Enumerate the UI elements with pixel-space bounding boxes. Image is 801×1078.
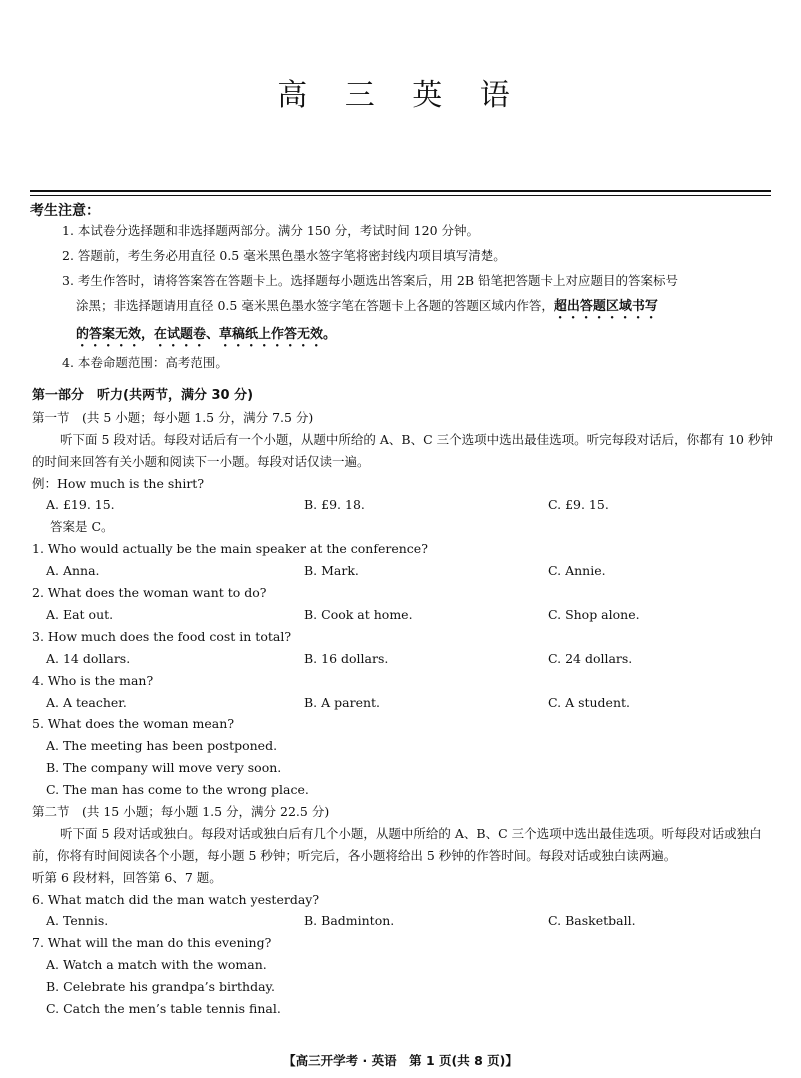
question-1-option-b: B. Mark. xyxy=(304,563,359,579)
notice-item-2: 2. 答题前，考生务必用直径 0.5 毫米黑色墨水签字笔将密封线内项目填写清楚。 xyxy=(62,248,506,263)
example-option-c: C. £9. 15. xyxy=(548,497,609,513)
question-3: 3. How much does the food cost in total? xyxy=(32,628,292,644)
notice-item-3-text: 涂黑；非选择题请用直径 0.5 毫米黑色墨水签字笔在答题卡上各题的答题区域内作答， xyxy=(76,298,554,313)
question-5-option-c: C. The man has come to the wrong place. xyxy=(46,782,309,798)
example-option-a: A. £19. 15. xyxy=(46,497,115,513)
question-5-option-a: A. The meeting has been postponed. xyxy=(46,738,278,754)
question-1: 1. Who would actually be the main speaker at the conference? xyxy=(32,541,428,557)
question-4-option-c: C. A student. xyxy=(548,694,631,710)
example-answer: 答案是 C。 xyxy=(50,519,114,535)
section2-material-note: 听第 6 段材料，回答第 6、7 题。 xyxy=(32,869,222,885)
notice-item-3-emphasis: 超出答题区域书写 xyxy=(553,299,658,314)
example-question: 例：How much is the shirt? xyxy=(32,475,205,491)
question-3-option-c: C. 24 dollars. xyxy=(548,650,633,666)
part1-heading: 第一部分 听力(共两节，满分 30 分) xyxy=(32,388,254,403)
question-2-option-a: A. Eat out. xyxy=(46,606,114,622)
example-options xyxy=(32,494,777,516)
question-3-option-b: B. 16 dollars. xyxy=(304,650,389,666)
listening-part xyxy=(32,385,777,1020)
section2-instructions: 听下面 5 段对话或独白。每段对话或独白后有几个小题，从题中所给的 A、B、C 三个选项中选出最佳选项。听每段对话或独白前，你将有时间阅读各个小题，每小题 5 秒钟；听完后，各小题将给出 5 秒钟的作答时间。每段对话或独白读两遍。 xyxy=(32,825,762,863)
question-4-option-a: A. A teacher. xyxy=(46,694,127,710)
question-2: 2. What does the woman want to do? xyxy=(32,585,267,601)
notice-item-3-line-2 xyxy=(76,293,772,322)
page-footer: 【高三开学考 · 英语 第 1 页(共 8 页)】 xyxy=(283,1053,518,1068)
notice-item-4: 4. 本卷命题范围：高考范围。 xyxy=(62,355,228,370)
notice-item-1: 1. 本试卷分选择题和非选择题两部分。满分 150 分，考试时间 120 分钟。 xyxy=(62,223,480,238)
question-4-options xyxy=(32,692,777,714)
notice-list xyxy=(62,218,772,375)
section2-heading: 第二节 (共 15 小题；每小题 1.5 分，满分 22.5 分) xyxy=(32,803,330,819)
notice-item-3: 3. 考生作答时，请将答案答在答题卡上。选择题每小题选出答案后，用 2B 铅笔把答题卡上对应题目的答案标号 xyxy=(62,273,678,288)
question-2-options xyxy=(32,604,777,626)
question-1-option-c: C. Annie. xyxy=(548,563,606,579)
question-5: 5. What does the woman mean? xyxy=(32,716,235,732)
question-3-option-a: A. 14 dollars. xyxy=(46,650,131,666)
question-7-option-b: B. Celebrate his grandpa’s birthday. xyxy=(46,979,275,995)
example-option-b: B. £9. 18. xyxy=(304,497,365,513)
section1-heading: 第一节 (共 5 小题；每小题 1.5 分，满分 7.5 分) xyxy=(32,409,314,425)
question-6-option-c: C. Basketball. xyxy=(548,913,636,929)
header-rule-thin xyxy=(30,195,771,196)
question-5-option-b: B. The company will move very soon. xyxy=(46,760,282,776)
question-6-option-b: B. Badminton. xyxy=(304,913,395,929)
header-rule-thick xyxy=(30,190,771,192)
question-2-option-c: C. Shop alone. xyxy=(548,606,640,622)
question-7: 7. What will the man do this evening? xyxy=(32,935,272,951)
question-4-option-b: B. A parent. xyxy=(304,694,381,710)
question-6: 6. What match did the man watch yesterday? xyxy=(32,891,320,907)
question-1-option-a: A. Anna. xyxy=(46,563,100,579)
question-6-option-a: A. Tennis. xyxy=(46,913,109,929)
notice-heading: 考生注意： xyxy=(30,203,100,219)
question-6-options xyxy=(32,910,777,932)
question-7-option-a: A. Watch a match with the woman. xyxy=(46,957,267,973)
question-4: 4. Who is the man? xyxy=(32,672,154,688)
page-title: 高 三 英 语 xyxy=(277,78,524,113)
question-7-option-c: C. Catch the men’s table tennis final. xyxy=(46,1001,281,1016)
question-3-options xyxy=(32,648,777,670)
question-2-option-b: B. Cook at home. xyxy=(304,606,413,622)
notice-item-3-emphasis-line-2: 的答案无效，在试题卷、草稿纸上作答无效。 xyxy=(76,327,337,342)
question-1-options xyxy=(32,560,777,582)
section1-instructions: 听下面 5 段对话。每段对话后有一个小题，从题中所给的 A、B、C 三个选项中选出最佳选项。听完每段对话后，你都有 10 秒钟的时间来回答有关小题和阅读下一小题。每段对话仅读一遍。 xyxy=(32,431,773,469)
